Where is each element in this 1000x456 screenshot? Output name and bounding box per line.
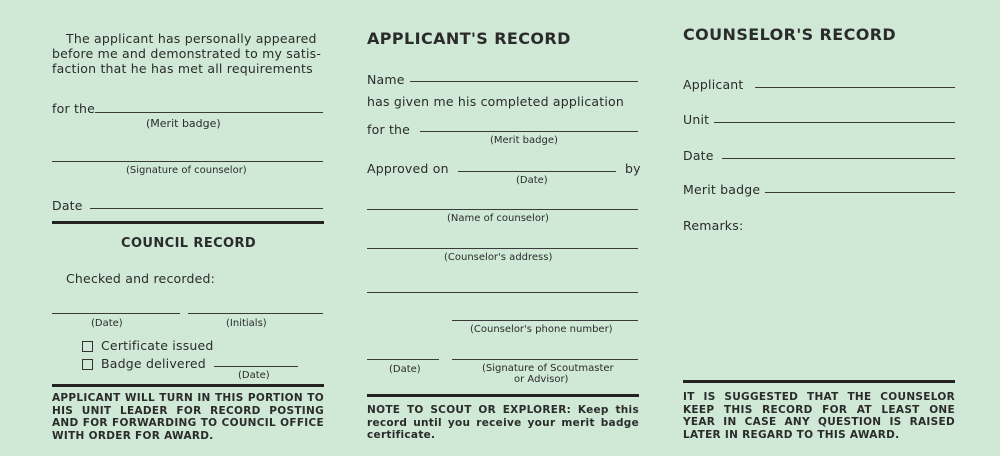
unit-label: Unit xyxy=(683,112,710,127)
council-initials-line[interactable] xyxy=(188,313,323,314)
left-note: APPLICANT WILL TURN IN THIS PORTION TO HIS UNIT LEADER FOR RECORD POSTING AND FOR FORWARDING TO COUNCIL OFFICE WITH ORDER FOR AWARD. xyxy=(52,392,324,442)
council-date-caption: (Date) xyxy=(91,318,123,329)
name-label: Name xyxy=(367,72,405,87)
badge-delivered-label: Badge delivered xyxy=(101,356,206,371)
badge-delivered-checkbox[interactable] xyxy=(82,359,93,370)
counselor-phone-caption: (Counselor's phone number) xyxy=(470,324,613,335)
scoutmaster-date-line[interactable] xyxy=(367,359,439,360)
given-application-text: has given me his completed application xyxy=(367,94,625,109)
counselor-name-line[interactable] xyxy=(367,209,638,210)
right-merit-badge-line[interactable] xyxy=(765,192,955,193)
date-label: Date xyxy=(52,198,83,213)
right-note-divider xyxy=(683,380,955,383)
scoutmaster-caption-line-1: (Signature of Scoutmaster xyxy=(482,363,614,374)
for-the-label: for the xyxy=(52,101,96,116)
right-note: IT IS SUGGESTED THAT THE COUNSELOR KEEP THIS RECORD FOR AT LEAST ONE YEAR IN CASE ANY QUESTION IS RAISED LATER IN REGARD TO THIS AWARD. xyxy=(683,391,955,441)
left-divider xyxy=(52,221,324,224)
middle-for-the-label: for the xyxy=(367,122,411,137)
merit-badge-label: Merit badge xyxy=(683,182,761,197)
remarks-area[interactable] xyxy=(683,236,955,376)
approved-on-label: Approved on xyxy=(367,161,449,176)
intro-line-2: before me and demonstrated to my satis- xyxy=(52,46,322,61)
remarks-label: Remarks: xyxy=(683,218,744,233)
counselor-signature-caption: (Signature of counselor) xyxy=(126,165,247,176)
merit-badge-caption: (Merit badge) xyxy=(146,117,221,130)
counselor-name-caption: (Name of counselor) xyxy=(447,213,549,224)
council-record-heading: COUNCIL RECORD xyxy=(121,236,257,251)
middle-merit-badge-line[interactable] xyxy=(420,131,638,132)
intro-line-1: The applicant has personally appeared xyxy=(66,31,317,46)
checked-recorded-label: Checked and recorded: xyxy=(66,271,216,286)
middle-note-divider xyxy=(367,394,639,397)
counselor-address-caption: (Counselor's address) xyxy=(444,252,553,263)
counselor-address-line[interactable] xyxy=(367,248,638,249)
applicant-label: Applicant xyxy=(683,77,744,92)
merit-badge-line[interactable] xyxy=(95,112,323,113)
approved-date-caption: (Date) xyxy=(516,175,548,186)
certificate-issued-checkbox[interactable] xyxy=(82,341,93,352)
by-label: by xyxy=(625,161,641,176)
name-line[interactable] xyxy=(410,81,638,82)
scoutmaster-caption-line-2: or Advisor) xyxy=(514,374,569,385)
middle-merit-badge-caption: (Merit badge) xyxy=(490,135,558,146)
approved-date-line[interactable] xyxy=(458,171,616,172)
applicant-line[interactable] xyxy=(755,87,955,88)
right-date-line[interactable] xyxy=(722,158,955,159)
middle-note: NOTE TO SCOUT OR EXPLORER: Keep this record until you receive your merit badge certificate. xyxy=(367,404,639,441)
right-date-label: Date xyxy=(683,148,714,163)
intro-line-3: faction that he has met all requirements xyxy=(52,61,313,76)
counselor-address-line-2[interactable] xyxy=(367,292,638,293)
unit-line[interactable] xyxy=(714,122,955,123)
counselors-record-heading: COUNSELOR'S RECORD xyxy=(683,25,897,44)
badge-delivered-date-line[interactable] xyxy=(214,366,298,367)
council-initials-caption: (Initials) xyxy=(226,318,267,329)
date-line[interactable] xyxy=(90,208,323,209)
scoutmaster-signature-line[interactable] xyxy=(452,359,638,360)
counselor-phone-line[interactable] xyxy=(452,320,638,321)
certificate-issued-label: Certificate issued xyxy=(101,338,214,353)
counselor-signature-line[interactable] xyxy=(52,161,323,162)
council-date-line[interactable] xyxy=(52,313,180,314)
left-note-divider xyxy=(52,384,324,387)
badge-delivered-date-caption: (Date) xyxy=(238,370,270,381)
scoutmaster-date-caption: (Date) xyxy=(389,364,421,375)
applicants-record-heading: APPLICANT'S RECORD xyxy=(367,29,571,48)
